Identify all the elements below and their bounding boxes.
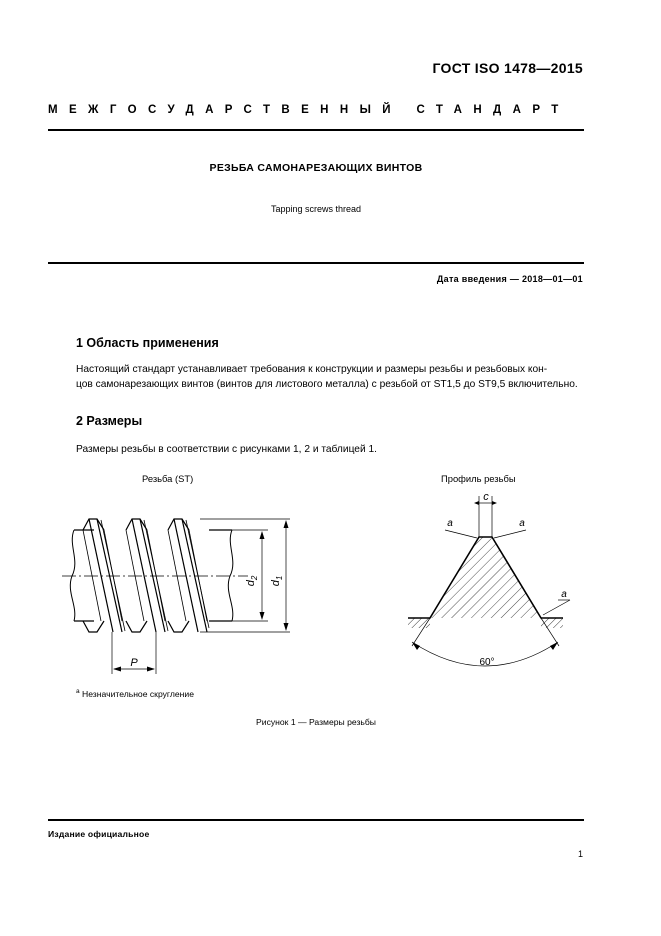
- interstate-standard-label: МЕЖГОСУДАРСТВЕННЫЙ СТАНДАРТ: [48, 104, 570, 116]
- introduction-date: Дата введения — 2018—01—01: [436, 274, 583, 284]
- section-2-text: Размеры резьбы в соответствии с рисунками 1, 2 и таблицей 1.: [76, 444, 377, 455]
- document-title: РЕЗЬБА САМОНАРЕЗАЮЩИХ ВИНТОВ: [209, 162, 423, 174]
- section-1-text-line-2: цов самонарезающих винтов (винтов для листового металла) с резьбой от ST1,5 до ST9,5 включительно.: [76, 379, 578, 390]
- d1-label: $d_1$: [270, 575, 284, 587]
- thread-caption: Резьба (ST): [142, 473, 194, 484]
- angle-label: 60°: [479, 657, 495, 668]
- document-title-english: Tapping screws thread: [270, 204, 362, 214]
- section-1-heading: 1 Область применения: [76, 336, 219, 350]
- pitch-label: P: [130, 657, 138, 669]
- thread-profile-caption: Профиль резьбы: [441, 473, 516, 484]
- figure-note: [76, 688, 194, 699]
- rounding-label-right: a: [519, 518, 525, 529]
- note-marker: a: [76, 688, 80, 695]
- footer-rule: [48, 819, 584, 821]
- screw-thread-view: [62, 519, 290, 674]
- rounding-label-left: a: [447, 518, 453, 529]
- d2-label: $d_2$: [245, 575, 259, 587]
- thread-profile-view: [408, 496, 570, 666]
- section-2-heading: 2 Размеры: [76, 414, 143, 428]
- section-1-text-line-1: Настоящий стандарт устанавливает требования к конструкции и размеры резьбы и резьбовых кон-: [76, 364, 548, 375]
- crest-label: c: [483, 491, 489, 503]
- figure-title: Рисунок 1 — Размеры резьбы: [256, 717, 376, 727]
- page-number: 1: [577, 849, 583, 859]
- official-edition-label: Издание официальное: [48, 829, 150, 839]
- note-text: Незначительное скругление: [82, 688, 194, 699]
- standard-number: ГОСТ ISO 1478—2015: [432, 60, 583, 76]
- rounding-label-base: a: [561, 589, 567, 600]
